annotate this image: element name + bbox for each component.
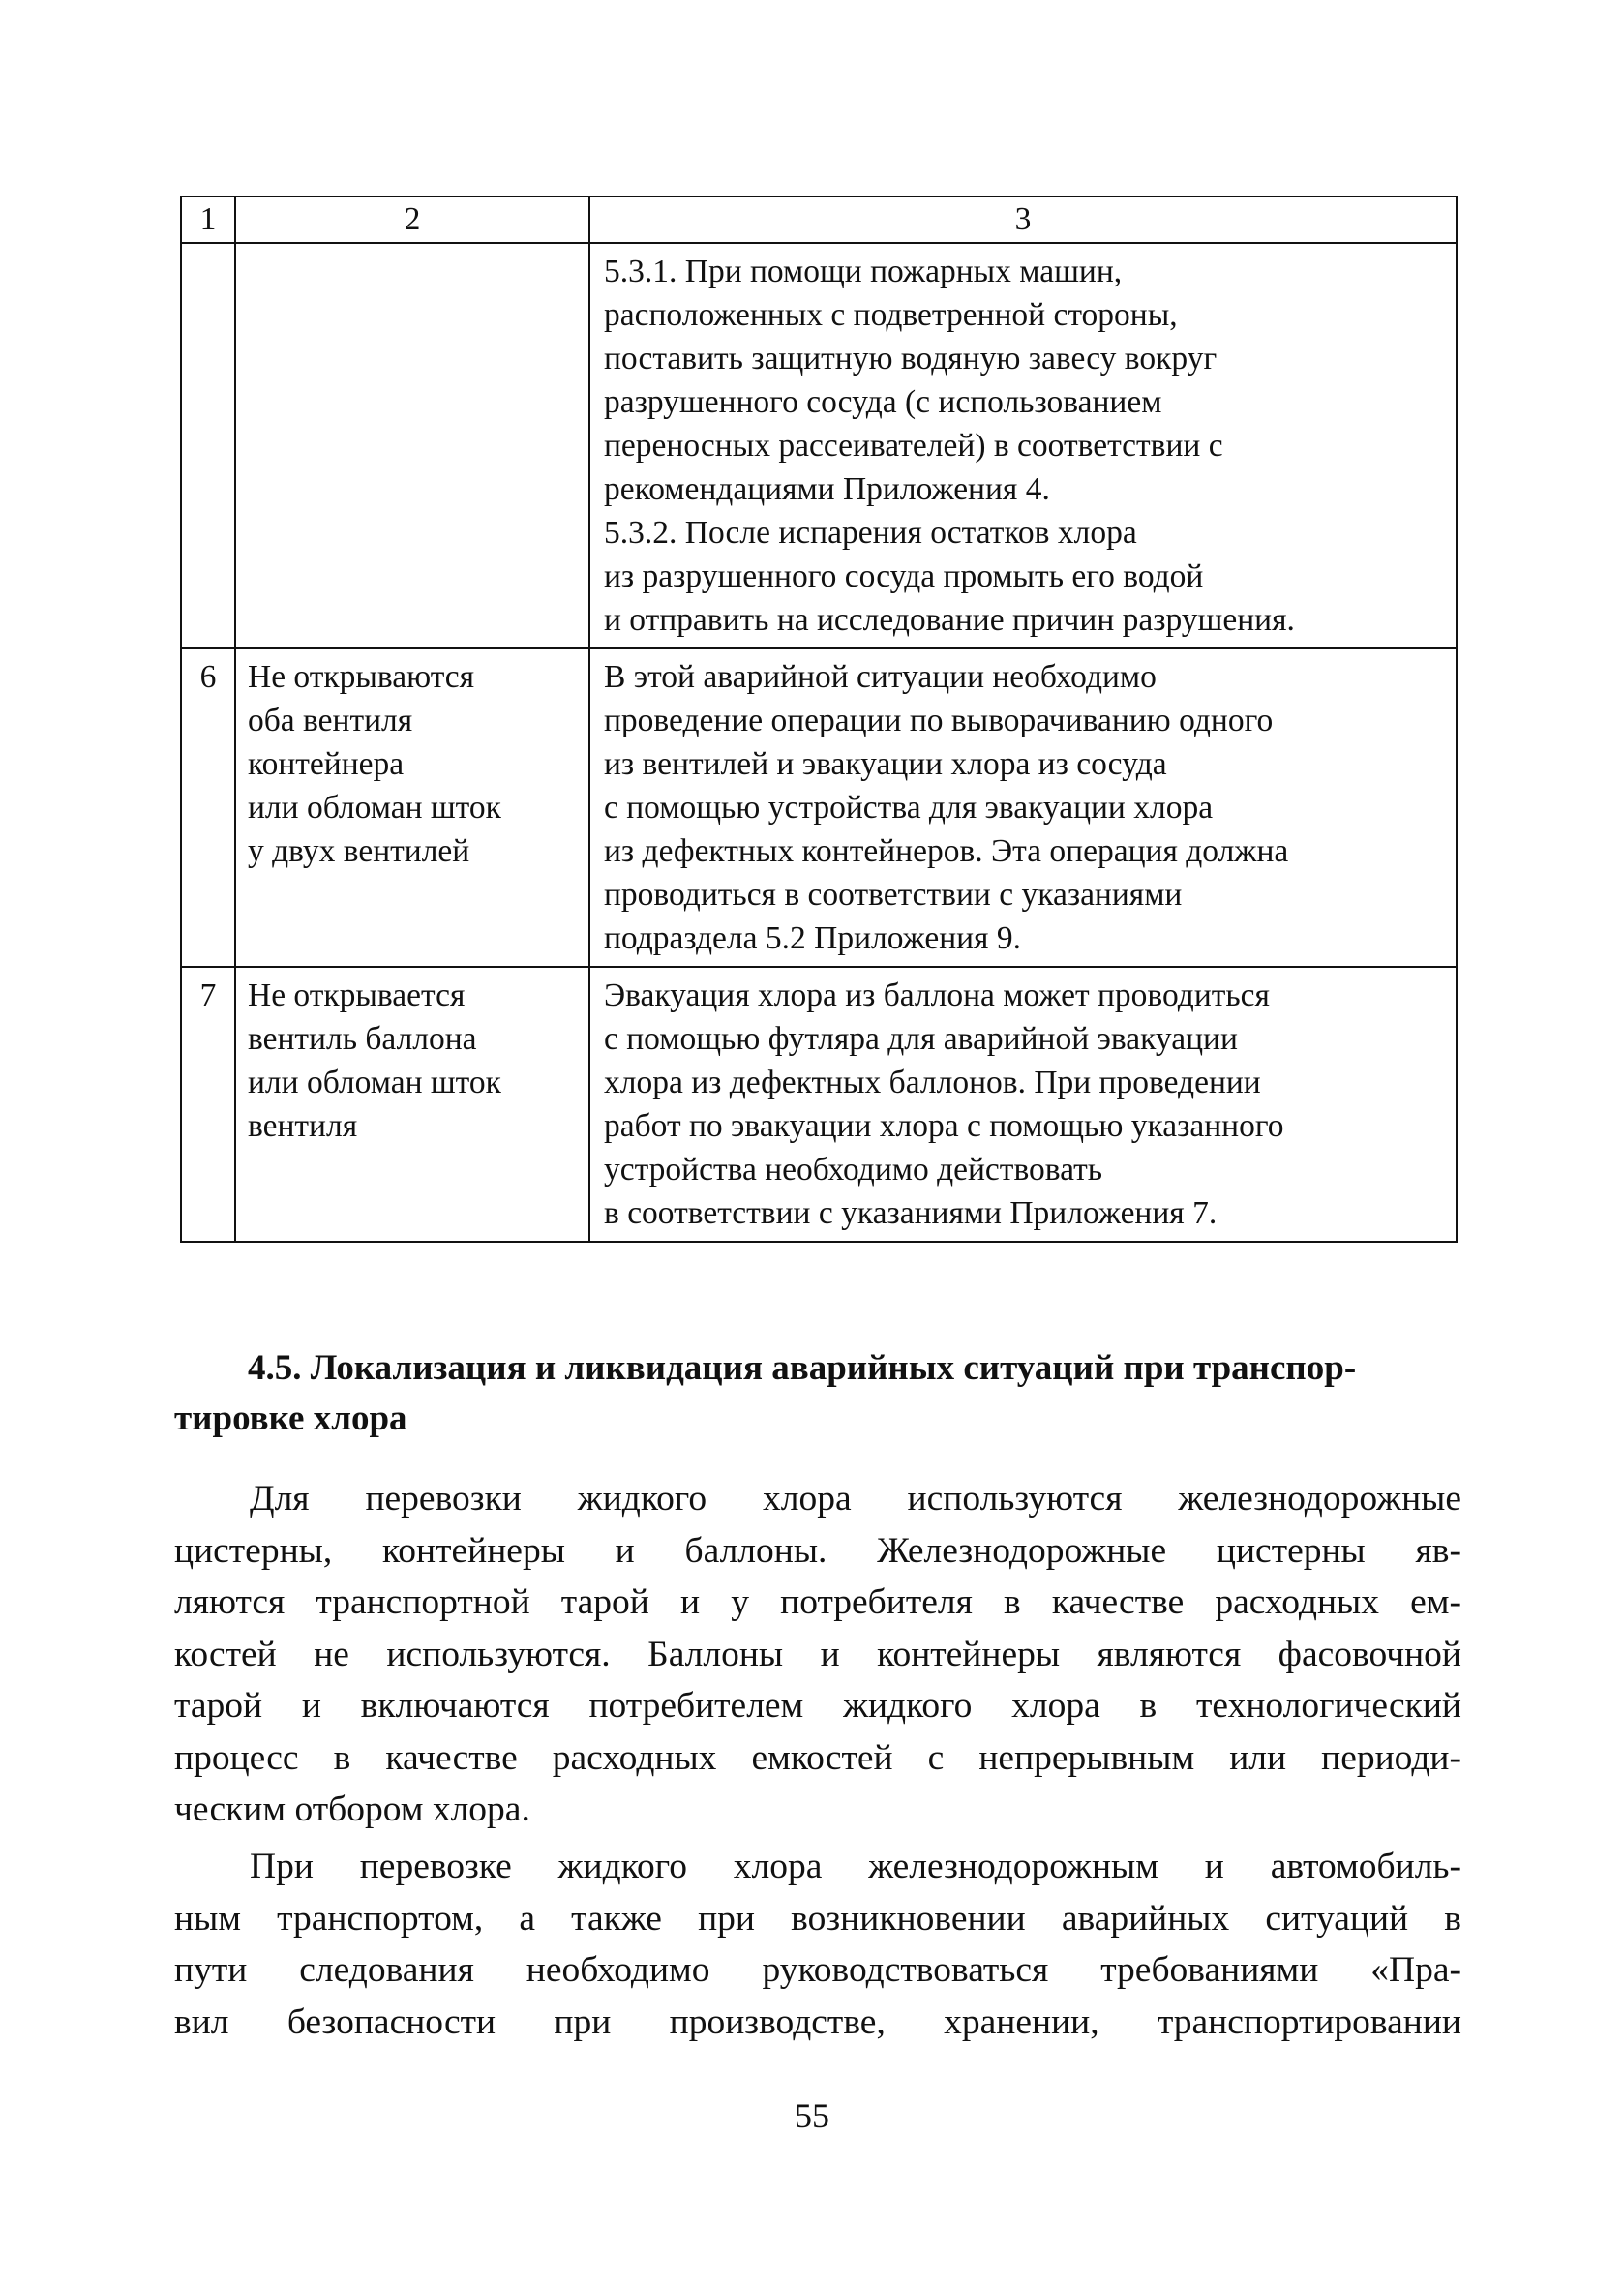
text-line: переносных рассеивателей) в соответствии с xyxy=(604,428,1223,464)
text-line: оба вентиля xyxy=(248,703,413,738)
text-line: Не открывается xyxy=(248,978,466,1013)
text-line: костей не используются. Баллоны и контейнеры являются фасовочной xyxy=(174,1634,1461,1674)
text-line: вил безопасности при производстве, хранении, транспортировании xyxy=(174,2001,1461,2042)
text-line: и отправить на исследование причин разрушения. xyxy=(604,602,1295,638)
page-number: 55 xyxy=(795,2096,829,2135)
text-line: проводиться в соответствии с указаниями xyxy=(604,877,1183,913)
text-line: хлора из дефектных баллонов. При проведении xyxy=(604,1065,1261,1100)
text-line: работ по эвакуации хлора с помощью указанного xyxy=(604,1108,1284,1144)
text-line: проведение операции по выворачиванию одного xyxy=(604,703,1274,738)
situation-cell xyxy=(235,967,589,1242)
table-row xyxy=(181,243,1457,648)
text-line: тарой и включаются потребителем жидкого хлора в технологический xyxy=(174,1686,1461,1726)
text-line: вентиля xyxy=(248,1108,358,1144)
text-line: из дефектных контейнеров. Эта операция должна xyxy=(604,833,1289,869)
actions-cell xyxy=(589,967,1457,1242)
text-line: процесс в качестве расходных емкостей с непрерывным или периоди- xyxy=(174,1737,1461,1778)
text-line: поставить защитную водяную завесу вокруг xyxy=(604,341,1218,376)
text-line: контейнера xyxy=(248,746,405,782)
text-line: ным транспортом, а также при возникновении аварийных ситуаций в xyxy=(174,1898,1461,1939)
text-line: или обломан шток xyxy=(248,1065,501,1100)
table-header-row xyxy=(181,196,1457,243)
emergency-actions-table xyxy=(180,196,1458,1243)
body-paragraph xyxy=(174,1473,1461,1836)
text-line: Для перевозки жидкого хлора используются железнодорожные xyxy=(250,1479,1461,1519)
column-header-3: 3 xyxy=(589,196,1457,243)
text-line: из вентилей и эвакуации хлора из сосуда xyxy=(604,746,1167,782)
section-heading xyxy=(174,1343,1465,1444)
text-line: в соответствии с указаниями Приложения 7. xyxy=(604,1195,1218,1231)
text-line: 5.3.2. После испарения остатков хлора xyxy=(604,515,1137,551)
text-line: устройства необходимо действовать xyxy=(604,1152,1103,1188)
text-line: Не открываются xyxy=(248,659,475,695)
text-line: рекомендациями Приложения 4. xyxy=(604,471,1050,507)
actions-cell xyxy=(589,243,1457,648)
text-line: или обломан шток xyxy=(248,790,501,826)
text-line: ческим отбором хлора. xyxy=(174,1790,530,1829)
column-header-2: 2 xyxy=(235,196,589,243)
text-line: подраздела 5.2 Приложения 9. xyxy=(604,920,1021,956)
text-line: из разрушенного сосуда промыть его водой xyxy=(604,558,1204,594)
column-header-1: 1 xyxy=(181,196,235,243)
text-line: разрушенного сосуда (с использованием xyxy=(604,384,1162,420)
text-line: у двух вентилей xyxy=(248,833,470,869)
text-line: вентиль баллона xyxy=(248,1021,477,1057)
table-row xyxy=(181,648,1457,967)
row-number-cell: 6 xyxy=(181,648,235,967)
situation-cell xyxy=(235,648,589,967)
heading-line: 4.5. Локализация и ликвидация аварийных ситуаций при транспор- xyxy=(248,1348,1357,1388)
text-line: цистерны, контейнеры и баллоны. Железнодорожные цистерны яв- xyxy=(174,1530,1461,1571)
actions-cell xyxy=(589,648,1457,967)
text-line: 5.3.1. При помощи пожарных машин, xyxy=(604,254,1123,289)
body-paragraph xyxy=(174,1841,1461,2048)
text-line: с помощью устройства для эвакуации хлора xyxy=(604,790,1214,826)
text-line: Эвакуация хлора из баллона может проводиться xyxy=(604,978,1270,1013)
row-number-cell xyxy=(181,243,235,648)
situation-cell xyxy=(235,243,589,648)
text-line: с помощью футляра для аварийной эвакуации xyxy=(604,1021,1238,1057)
heading-line: тировке хлора xyxy=(174,1399,407,1438)
row-number-cell: 7 xyxy=(181,967,235,1242)
table-row xyxy=(181,967,1457,1242)
text-line: расположенных с подветренной стороны, xyxy=(604,297,1178,333)
text-line: В этой аварийной ситуации необходимо xyxy=(604,659,1157,695)
text-line: ляются транспортной тарой и у потребителя в качестве расходных ем- xyxy=(174,1582,1461,1622)
text-line: пути следования необходимо руководствоваться требованиями «Пра- xyxy=(174,1950,1461,1990)
text-line: При перевозке жидкого хлора железнодорожным и автомобиль- xyxy=(250,1847,1461,1886)
